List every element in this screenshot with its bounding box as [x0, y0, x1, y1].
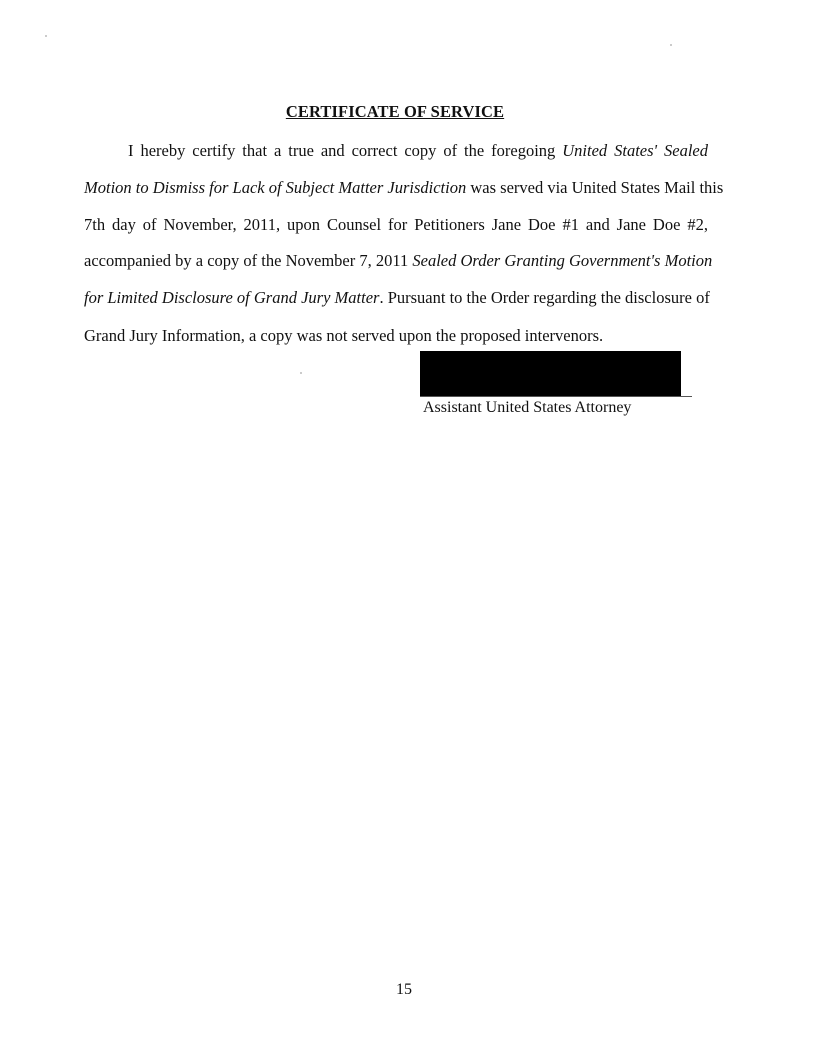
- italic-citation: for Limited Disclosure of Grand Jury Matter: [84, 288, 380, 307]
- scan-speck: [300, 372, 302, 374]
- body-line: [84, 215, 708, 235]
- body-text: was served via United States Mail this: [466, 178, 724, 197]
- italic-citation: Sealed Order Granting Government's Motion: [412, 251, 713, 270]
- italic-citation: United States' Sealed: [562, 141, 708, 160]
- body-line: [128, 141, 708, 161]
- body-line: [84, 178, 724, 198]
- italic-citation: Motion to Dismiss for Lack of Subject Matter Jurisdiction: [84, 178, 467, 197]
- body-text: Grand Jury Information, a copy was not served upon the proposed intervenors.: [84, 326, 604, 345]
- body-text: I hereby certify that a true and correct copy of the foregoing: [128, 141, 563, 160]
- body-line: [84, 251, 713, 271]
- page-number: 15: [396, 981, 412, 998]
- signature-label: Assistant United States Attorney: [423, 399, 632, 416]
- scan-speck: [45, 35, 47, 37]
- body-text: accompanied by a copy of the November 7, 2011: [84, 251, 413, 270]
- signature-line: [420, 396, 692, 397]
- certificate-title: CERTIFICATE OF SERVICE: [285, 102, 505, 121]
- body-line: [84, 326, 708, 346]
- body-text: 7th day of November, 2011, upon Counsel for Petitioners Jane Doe #1 and Jane Doe #2,: [84, 215, 708, 234]
- body-text: . Pursuant to the Order regarding the disclosure of: [379, 288, 710, 307]
- scan-speck: [670, 44, 672, 46]
- body-line: [84, 288, 708, 308]
- redacted-signature: [420, 351, 681, 397]
